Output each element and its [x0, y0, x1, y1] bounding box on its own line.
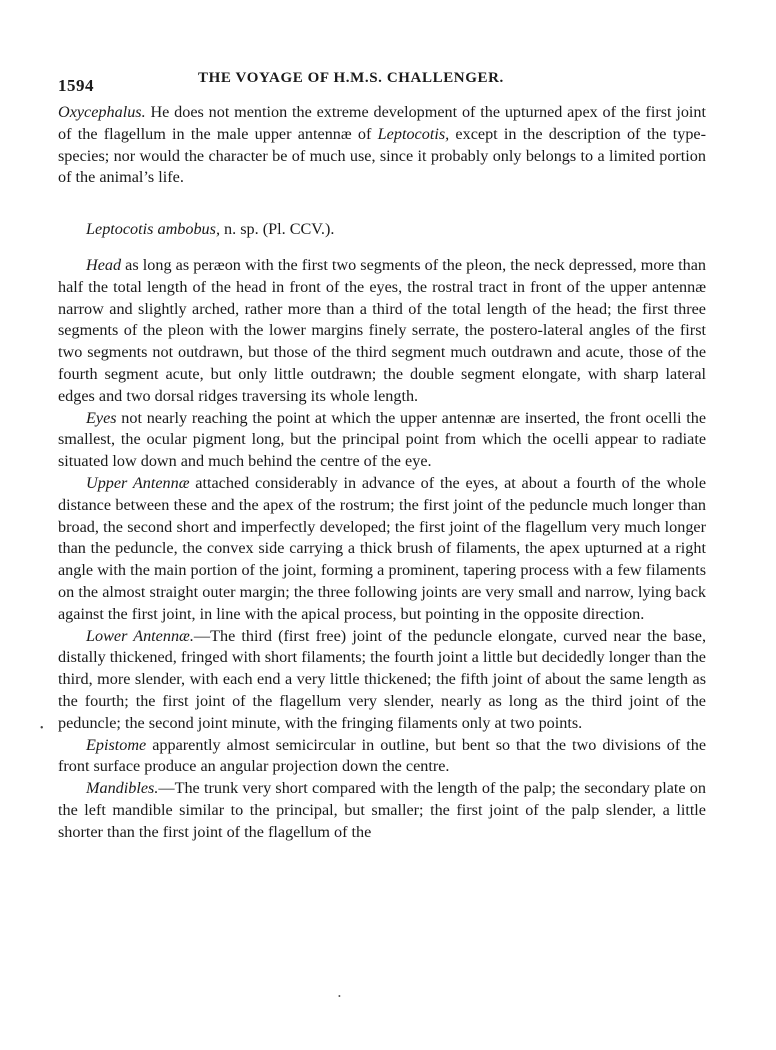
species-heading — [58, 219, 706, 241]
paragraph-epistome — [58, 735, 706, 779]
paragraph-eyes — [58, 408, 706, 473]
term-lower-antennae: Lower Antennæ. — [86, 626, 194, 645]
page-number: 1594 — [58, 76, 94, 95]
term-mandibles: Mandibles. — [86, 779, 159, 798]
document-page — [58, 70, 706, 844]
paragraph-upper-antennae — [58, 473, 706, 626]
term-epistome: Epistome — [86, 735, 147, 754]
text-lower-antennae: —The third (first free) joint of the peduncle elongate, curved near the base, distally thickened, fringed with short filaments; the fourth joint a little but decidedly longer than the third, more slender, with each end a very little thickened; the fifth joint of about the same length as the fourth; the first joint of the flagellum very slender, nearly as long as the third joint of the peduncle; the second joint minute, with the fringing filaments only at two points. — [58, 626, 706, 732]
text-head: as long as peræon with the first two segments of the pleon, the neck depressed, more than half the total length of the head in front of the eyes, the rostral tract in front of the upper antennæ narrow and slightly arched, rather more than a third of the total length of the head; the first three segments of the pleon with the lower margins finely serrate, the postero-lateral angles of the first two segments not outdrawn, but those of the third segment much outdrawn and acute, those of the fourth segment acute, but only little outdrawn; the double segment elongate, with sharp lateral edges and two dorsal ridges traversing its whole length. — [58, 255, 706, 405]
running-title: THE VOYAGE OF H.M.S. CHALLENGER. — [198, 70, 504, 86]
margin-mark: • — [40, 723, 44, 734]
paragraph-lower-antennae — [58, 626, 706, 735]
species-plate-ref: n. sp. (Pl. CCV.). — [220, 220, 335, 239]
term-head: Head — [86, 255, 122, 274]
intro-paragraph — [58, 102, 706, 189]
running-head — [58, 70, 706, 96]
intro-text-1: He does not mention the extreme development of the upturned apex of the first joint of the flagellum in the male upper antennæ of — [58, 103, 706, 143]
term-upper-antennae: Upper Antennæ — [86, 473, 190, 492]
text-eyes: not nearly reaching the point at which the upper antennæ are inserted, the front ocelli the smallest, the ocular pigment long, but the principal point from which the ocelli appear to radiate situated low down and much behind the centre of the eye. — [58, 408, 706, 471]
text-epistome: apparently almost semicircular in outline, but bent so that the two divisions of the front surface produce an angular projection down the centre. — [58, 735, 706, 776]
species-name: Leptocotis ambobus, — [86, 220, 220, 239]
paragraph-mandibles — [58, 778, 706, 843]
intro-text-2: except in the description of the type-species; nor would the character be of much use, since it probably only belongs to a limited portion of the animal’s life. — [58, 124, 706, 187]
intro-genus-2: Leptocotis, — [377, 124, 450, 143]
paragraph-head — [58, 255, 706, 408]
text-mandibles: —The trunk very short compared with the length of the palp; the secondary plate on the left mandible similar to the principal, but smaller; the first joint of the palp slender, a little shorter than the first joint of the flagellum of the — [58, 779, 706, 841]
bottom-mark: • — [338, 992, 341, 1001]
text-upper-antennae: attached considerably in advance of the eyes, at about a fourth of the whole distance between these and the apex of the rostrum; the first joint of the peduncle much longer than broad, the second short and imperfectly developed; the first joint of the flagellum very much longer than the peduncle, the convex side carrying a thick brush of filaments, the apex upturned at a right angle with the main portion of the joint, forming a prominent, tapering process with a few filaments on the almost straight outer margin; the three following joints are very small and narrow, lying back against the first joint, in line with the apical process, but pointing in the opposite direction. — [58, 473, 707, 623]
intro-genus: Oxycephalus. — [58, 103, 146, 121]
term-eyes: Eyes — [86, 408, 117, 427]
